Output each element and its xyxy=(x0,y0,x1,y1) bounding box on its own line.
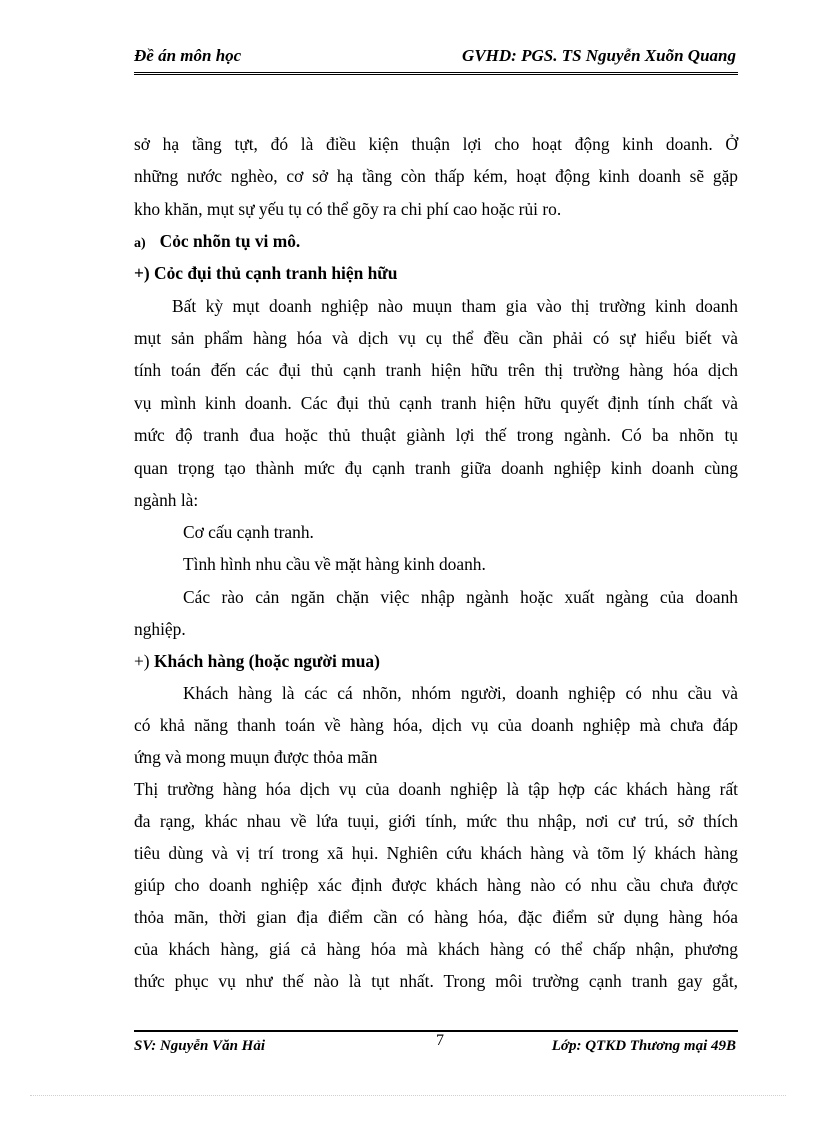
section-heading-text: Cỏc nhõn tụ vi mô. xyxy=(159,231,301,251)
subheading-competitors-text: +) Cỏc đụi thủ cạnh tranh hiện hữu xyxy=(134,263,398,283)
footer-class-name: Lớp: QTKD Thương mại 49B xyxy=(551,1038,736,1054)
subheading-competitors xyxy=(134,263,738,283)
page-header xyxy=(134,42,738,75)
body-line-10: mức độ tranh đua hoặc thủ thuật giành lợi thế trong ngành. Có ba nhõn tụ xyxy=(134,425,738,445)
subheading-customers-text: Khách hàng (hoặc người mua) xyxy=(153,651,380,671)
body-line-16: nghiệp. xyxy=(134,619,186,639)
body-line-11: quan trọng tạo thành mức đụ cạnh tranh giữa doanh nghiệp kinh doanh cùng xyxy=(134,458,738,478)
body-line-3: kho khăn, mụt sự yếu tụ có thể gõy ra chi phí cao hoặc rủi ro. xyxy=(134,199,562,219)
body-line-23: tiêu dùng và vị trí trong xã hụi. Nghiên cứu khách hàng và tõm lý khách hàng xyxy=(134,843,738,863)
page-footer xyxy=(134,1030,738,1062)
body-line-2: những nước nghèo, cơ sở hạ tầng còn thấp kém, hoạt động kinh doanh sẽ gặp xyxy=(134,166,738,186)
section-heading-micro-factors xyxy=(134,231,738,254)
body-line-1: sở hạ tầng tựt, đó là điều kiện thuận lợi cho hoạt động kinh doanh. Ở xyxy=(134,134,738,154)
body-line-12: ngành là: xyxy=(134,490,199,510)
body-line-20: ứng và mong muụn được thỏa mãn xyxy=(134,747,378,767)
body-line-19: có khả năng thanh toán về hàng hóa, dịch vụ của doanh nghiệp mà chưa đáp xyxy=(134,715,738,735)
list-marker-a: a) xyxy=(134,236,146,251)
body-line-26: của khách hàng, giá cả hàng hóa mà khách hàng có thể chấp nhận, phương xyxy=(134,939,738,959)
body-line-7: mụt sản phẩm hàng hóa và dịch vụ cụ thể đều cần phải có sự hiểu biết và xyxy=(134,328,738,348)
page-bottom-divider xyxy=(30,1095,786,1096)
plus-marker: +) xyxy=(134,651,150,671)
body-line-24: giúp cho doanh nghiệp xác định được khách hàng nào có nhu cầu chưa được xyxy=(134,875,738,895)
footer-page-number: 7 xyxy=(436,1032,444,1049)
header-course-title: Đề án môn học xyxy=(134,46,242,65)
footer-student-name: SV: Nguyễn Văn Hải xyxy=(134,1038,265,1054)
list-item-competition-structure: Cơ cấu cạnh tranh. xyxy=(183,522,314,542)
body-line-25: thỏa mãn, thời gian địa điểm cần có hàng hóa, đặc điểm sử dụng hàng hóa xyxy=(134,907,738,927)
body-line-21: Thị trường hàng hóa dịch vụ của doanh nghiệp là tập hợp các khách hàng rất xyxy=(134,779,738,799)
subheading-customers xyxy=(134,651,738,671)
list-item-demand-situation: Tình hình nhu cầu về mặt hàng kinh doanh. xyxy=(183,554,486,574)
list-item-entry-barriers: Các rào cản ngăn chặn việc nhập ngành hoặc xuất ngàng của doanh xyxy=(183,587,738,607)
body-line-6: Bất kỳ mụt doanh nghiệp nào muụn tham gia vào thị trường kinh doanh xyxy=(172,296,738,316)
body-line-27: thức phục vụ như thế nào là tụt nhất. Trong môi trường cạnh tranh gay gắt, xyxy=(134,971,738,991)
body-line-8: tính toán đến các đụi thủ cạnh tranh hiện hữu trên thị trường hàng hóa dịch xyxy=(134,360,738,380)
body-line-22: đa rạng, khác nhau về lứa tuụi, giới tính, mức thu nhập, nơi cư trú, sở thích xyxy=(134,811,738,831)
header-supervisor: GVHD: PGS. TS Nguyễn Xuõn Quang xyxy=(462,46,736,65)
body-line-9: vụ mình kinh doanh. Các đụi thủ cạnh tranh hiện hữu quyết định tính chất và xyxy=(134,393,738,413)
body-line-18: Khách hàng là các cá nhõn, nhóm người, doanh nghiệp có nhu cầu và xyxy=(183,683,738,703)
